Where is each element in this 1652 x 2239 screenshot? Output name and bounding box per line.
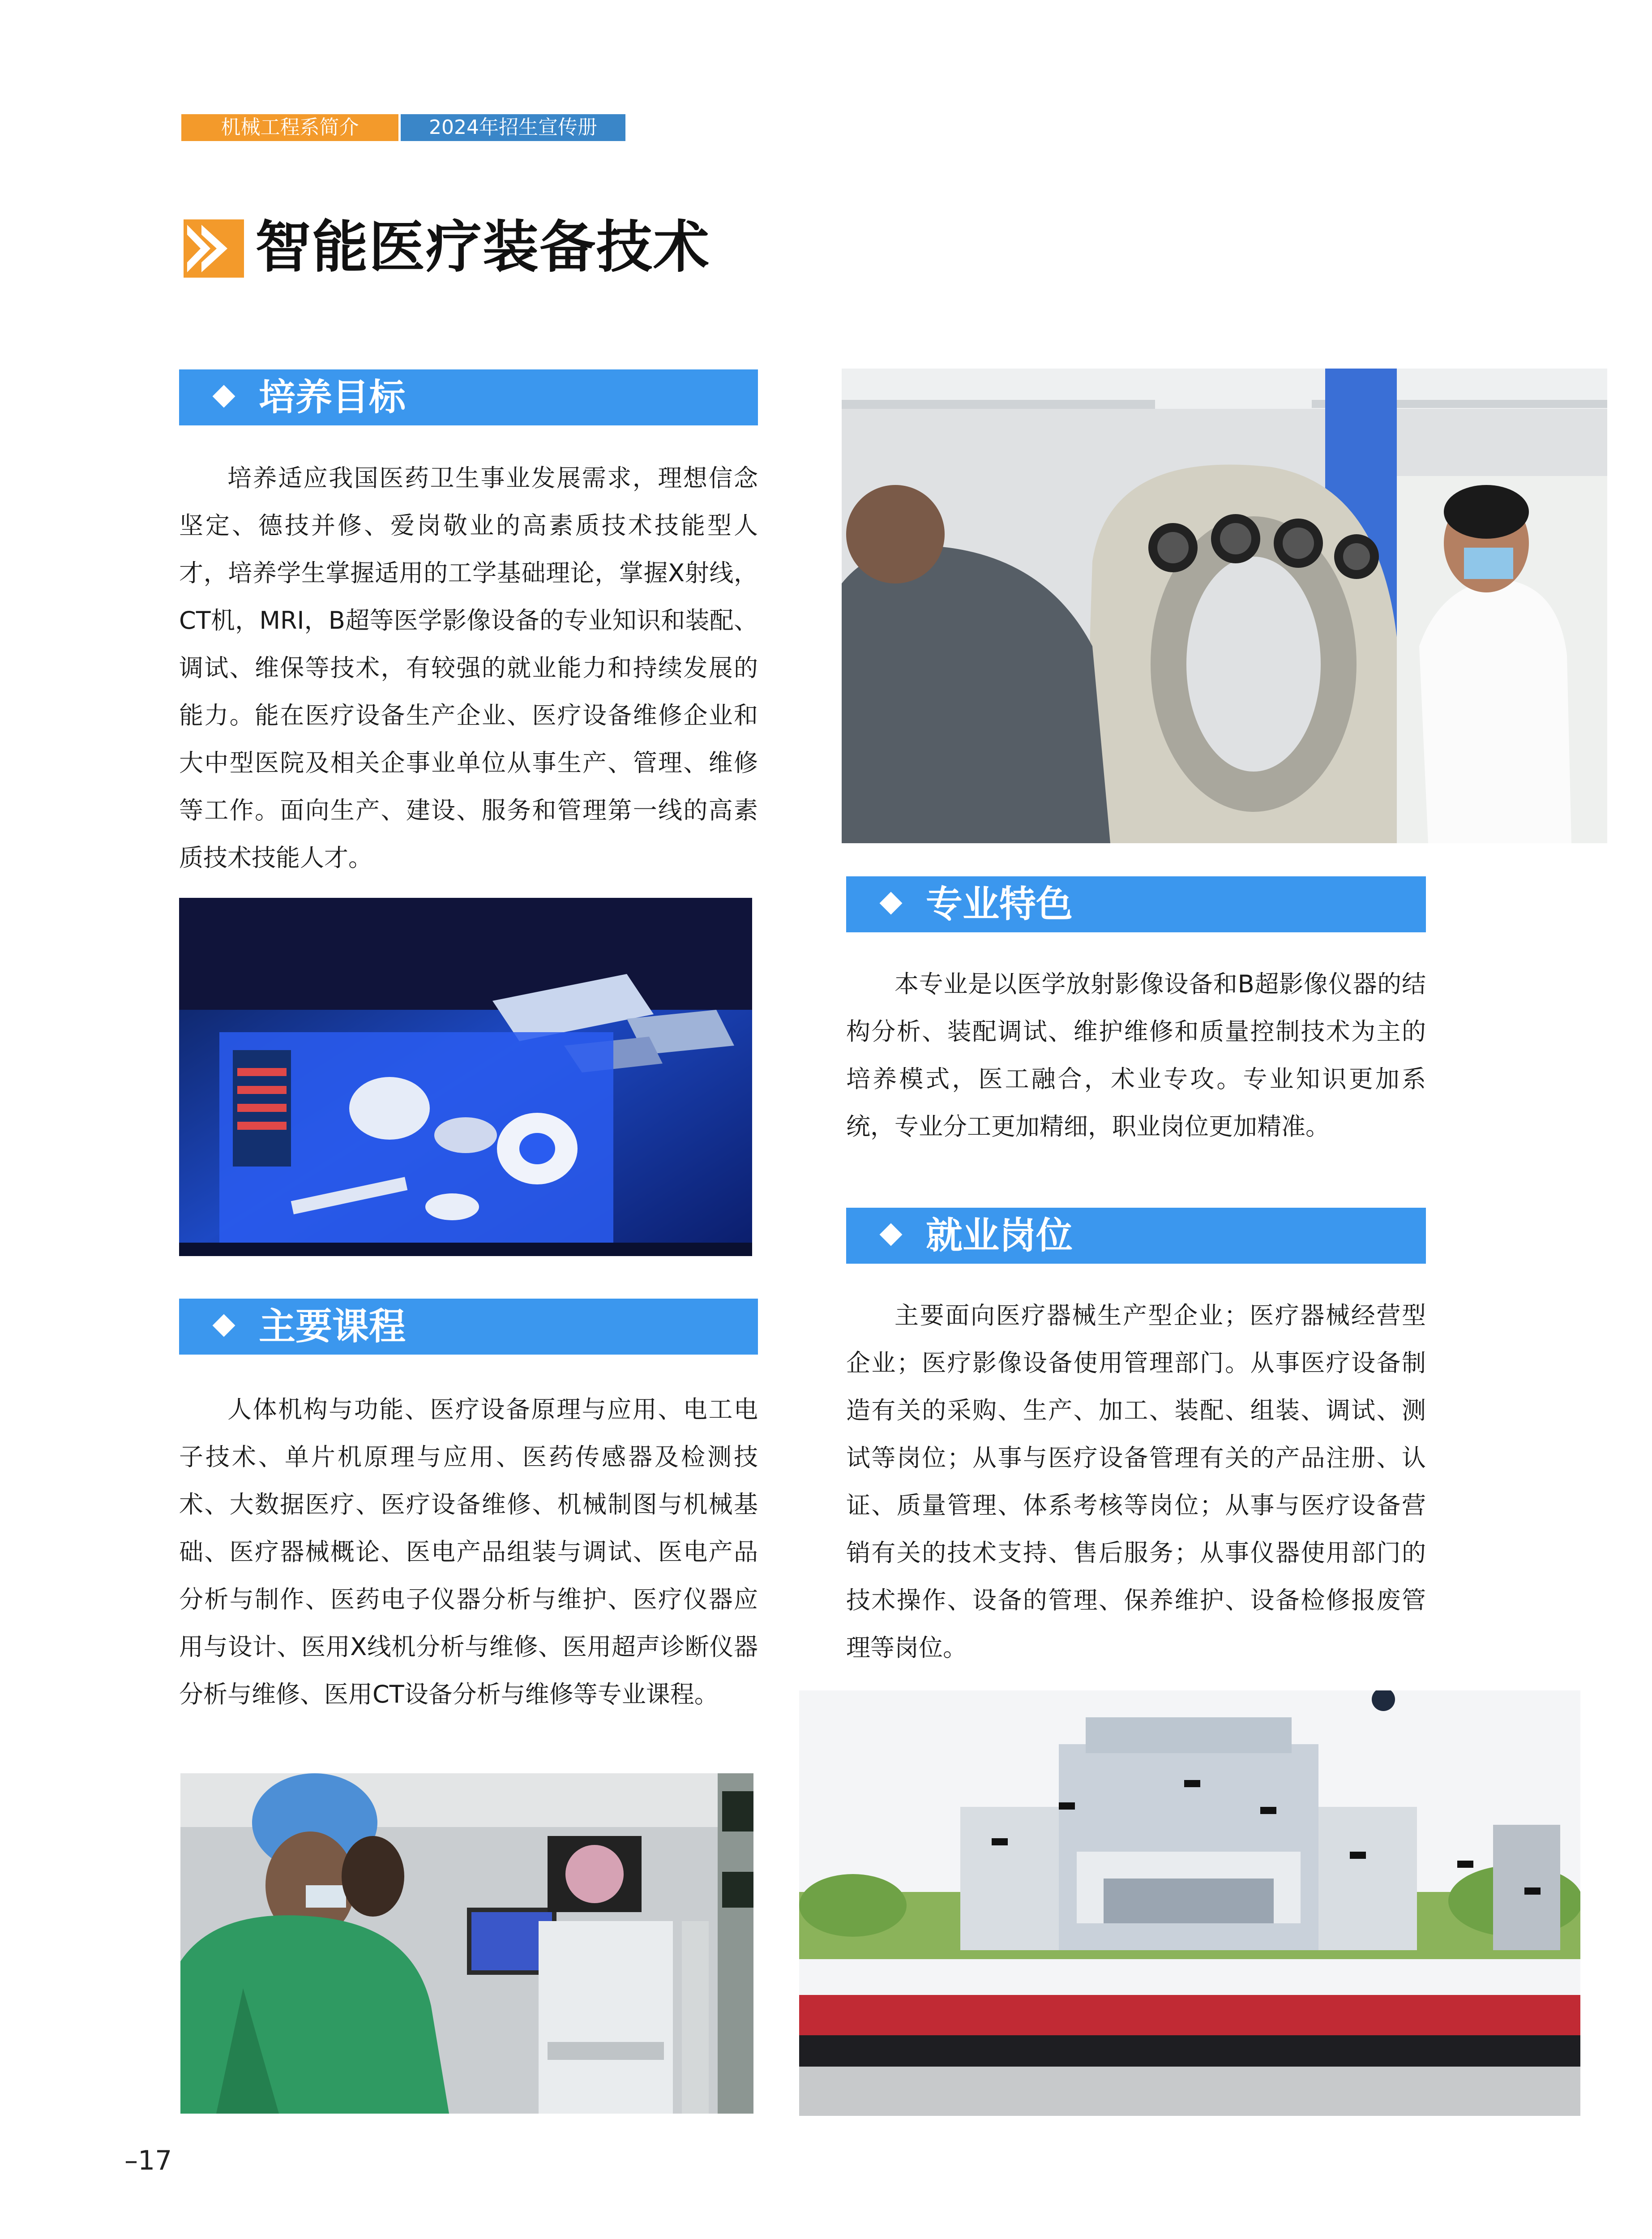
section-bar-jobs: [846, 1208, 1426, 1264]
chevron-arrow-icon: [184, 219, 244, 278]
section-heading-features: 专业特色: [926, 883, 1073, 926]
section-heading-courses: 主要课程: [259, 1305, 406, 1348]
features-paragraph: 本专业是以医学放射影像设备和B超影像仪器的结构分析、装配调试、维护维修和质量控制技术为主的培养模式，医工融合，术业专攻。专业知识更加系统，专业分工更加精细，职业岗位更加精准。: [846, 970, 1426, 1141]
courses-paragraph: 人体机构与功能、医疗设备原理与应用、电工电子技术、单片机原理与应用、医药传感器及检测技术、大数据医疗、医疗设备维修、机械制图与机械基础、医疗器械概论、医电产品组装与调试、医电产品分析与制作、医药电子仪器分析与维护、医疗仪器应用与设计、医用X线机分析与维修、医用超声诊断仪器分析与维修、医用CT设备分析与维修等专业课程。: [179, 1395, 758, 1708]
page-number: –17: [124, 2145, 172, 2176]
vr-lab-photo: [179, 898, 752, 1256]
diamond-icon: [880, 892, 903, 915]
diamond-icon: [213, 385, 235, 408]
section-bar-courses: [179, 1299, 758, 1355]
diamond-icon: [880, 1223, 903, 1246]
goal-paragraph: 培养适应我国医药卫生事业发展需求，理想信念坚定、德技并修、爱岗敬业的高素质技术技能型人才，培养学生掌握适用的工学基础理论，掌握X射线，CT机，MRI，B超等医学影像设备的专业知识和装配、调试、维保等技术，有较强的就业能力和持续发展的能力。能在医疗设备生产企业、医疗设备维修企业和大中型医院及相关企事业单位从事生产、管理、维修等工作。面向生产、建设、服务和管理第一线的高素质技术技能人才。: [179, 464, 758, 872]
section-bar-goal: [179, 369, 758, 425]
section-heading-goal: 培养目标: [259, 376, 406, 419]
section-heading-jobs: 就业岗位: [926, 1214, 1073, 1257]
graduation-photo: [799, 1690, 1580, 2116]
jobs-paragraph: 主要面向医疗器械生产型企业；医疗器械经营型企业；医疗影像设备使用管理部门。从事医疗设备制造有关的采购、生产、加工、装配、组装、调试、测试等岗位；从事与医疗设备管理有关的产品注册、认证、质量管理、体系考核等岗位；从事与医疗设备营销有关的技术支持、售后服务；从事仪器使用部门的技术操作、设备的管理、保养维护、设备检修报废管理等岗位。: [846, 1301, 1426, 1662]
ct-assembly-photo: [842, 369, 1607, 843]
page-title: 智能医疗装备技术: [255, 215, 710, 280]
diamond-icon: [213, 1314, 235, 1337]
surgery-training-photo: [180, 1773, 753, 2114]
section-bar-features: [846, 876, 1426, 932]
brochure-tag: 2024年招生宣传册: [401, 114, 625, 141]
department-tag: 机械工程系简介: [181, 114, 398, 141]
